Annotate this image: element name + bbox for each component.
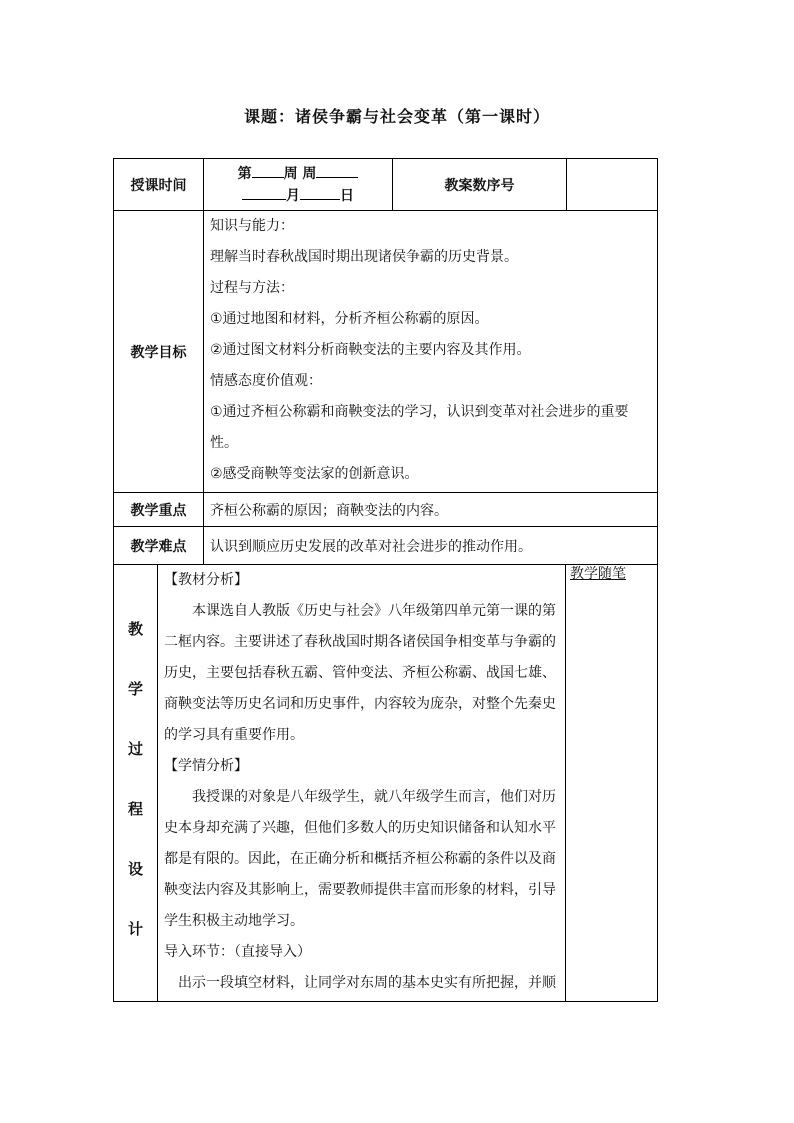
date-cell — [204, 159, 393, 211]
time-row — [114, 159, 658, 211]
vertical-char: 学 — [127, 680, 143, 698]
textbook-analysis: 本课选自人教版《历史与社会》八年级第四单元第一课的第二框内容。主要讲述了春秋战国时期各诸侯国争相变革与争霸的历史，主要包括春秋五霸、管仲变法、齐桓公称霸、战国七雄、商鞅变法等历史名词和历史事件，内容较为庞杂，对整个先秦史的学习具有重要作用。 — [164, 603, 556, 743]
student-analysis: 我授课的对象是八年级学生，就八年级学生而言，他们对历史本身却充满了兴趣，但他们多数人的历史知识储备和认知水平都是有限的。因此，在正确分析和概括齐桓公称霸的条件以及商鞅变法内容及其影响上，需要教师提供丰富而形象的材料，引导学生积极主动地学习。 — [164, 789, 556, 929]
key-point-row — [114, 493, 658, 527]
objectives-content — [204, 211, 658, 493]
objective-line: ①通过齐桓公称霸和商鞅变法的学习，认识到变革对社会进步的重要性。 — [210, 404, 629, 451]
objectives-row — [114, 211, 658, 493]
difficult-point-row — [114, 527, 658, 565]
teaching-notes-label: 教学随笔 — [570, 566, 626, 582]
intro-label: 导入环节：（直接导入） — [164, 944, 311, 960]
process-content — [158, 565, 566, 1001]
difficult-point-text: 认识到顺应历史发展的改革对社会进步的推动作用。 — [204, 527, 658, 565]
difficult-point-label: 教学难点 — [114, 527, 204, 565]
vertical-char: 设 — [127, 860, 143, 878]
lesson-plan-table — [113, 158, 658, 1002]
objective-line: 理解当时春秋战国时期出现诸侯争霸的历史背景。 — [210, 249, 518, 265]
time-label: 授课时间 — [114, 159, 204, 211]
intro-text: 出示一段填空材料，让同学对东周的基本史实有所把握，并顺 — [178, 975, 556, 991]
objective-line: 情感态度价值观： — [210, 373, 322, 389]
objective-line: ②感受商鞅等变法家的创新意识。 — [210, 466, 419, 482]
sequence-value — [567, 159, 658, 211]
week-blank — [252, 163, 284, 178]
sequence-label: 教案数序号 — [393, 159, 567, 211]
objective-line: 知识与能力： — [210, 218, 294, 234]
objective-line: ②通过图文材料分析商鞅变法的主要内容及其作用。 — [210, 342, 531, 358]
section-title-textbook: 【教材分析】 — [164, 572, 248, 588]
objectives-label: 教学目标 — [114, 211, 204, 493]
weekday-blank — [316, 163, 358, 178]
date-line — [204, 185, 392, 207]
objective-line: 过程与方法： — [210, 280, 294, 296]
page-title: 课题：诸侯争霸与社会变革（第一课时） — [243, 107, 550, 126]
week-line — [204, 163, 392, 185]
process-row — [114, 565, 658, 1002]
week-prefix: 第 — [237, 165, 252, 182]
day-blank — [300, 185, 340, 200]
week-mid: 周 周 — [283, 165, 317, 182]
day-label: 日 — [340, 187, 354, 204]
month-blank — [242, 185, 286, 200]
vertical-char: 过 — [127, 740, 143, 758]
objective-line: ①通过地图和材料，分析齐桓公称霸的原因。 — [210, 311, 489, 327]
vertical-char: 计 — [127, 920, 143, 938]
process-vertical-label — [114, 565, 158, 1001]
section-title-students: 【学情分析】 — [164, 758, 248, 774]
month-label: 月 — [286, 187, 300, 204]
key-point-text: 齐桓公称霸的原因；商鞅变法的内容。 — [204, 493, 658, 527]
vertical-char: 教 — [127, 620, 143, 638]
key-point-label: 教学重点 — [114, 493, 204, 527]
vertical-char: 程 — [127, 800, 143, 818]
